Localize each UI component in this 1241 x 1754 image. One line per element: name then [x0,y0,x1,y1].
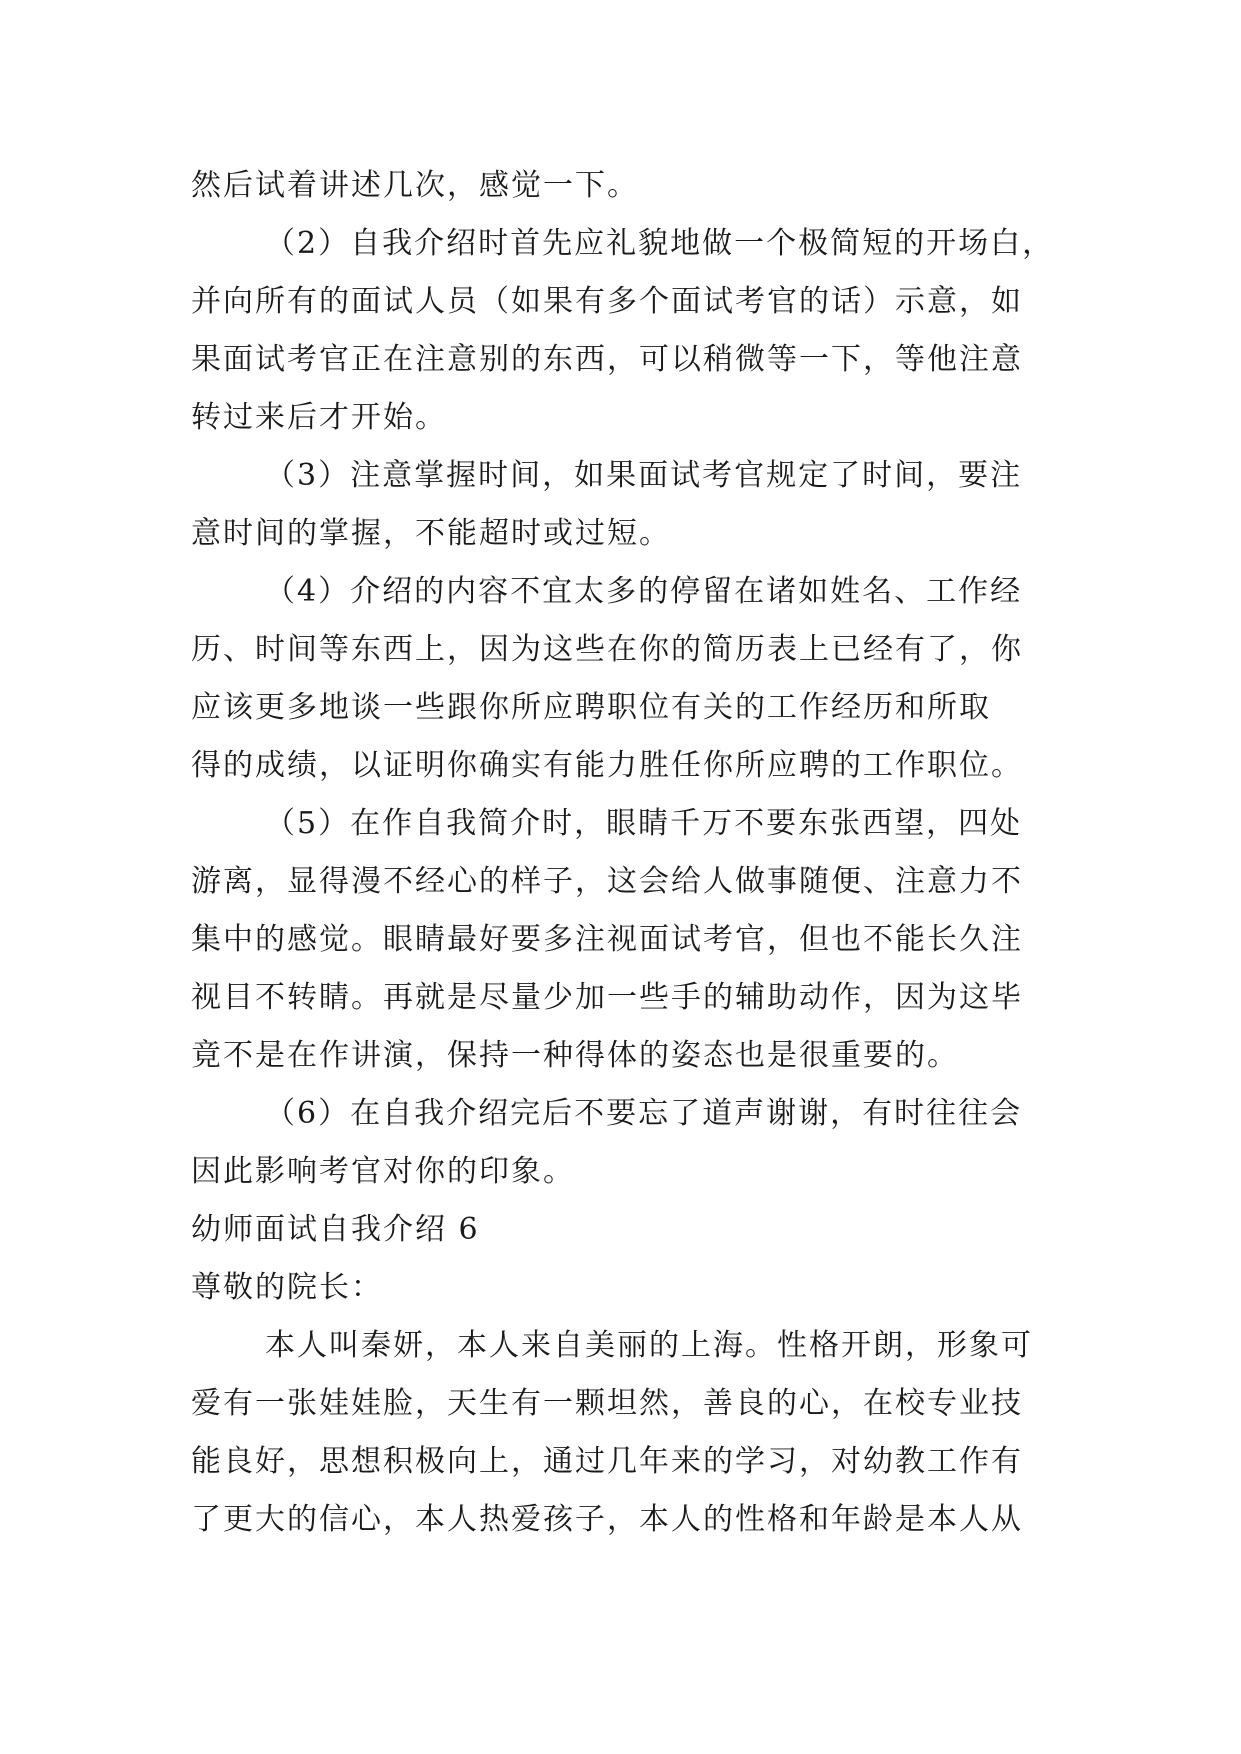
text-line: （2）自我介绍时首先应礼貌地做一个极简短的开场白， [265,226,1055,261]
text-line: 集中的感觉。眼睛最好要多注视面试考官，但也不能长久注 [191,922,1023,957]
text-line: 并向所有的面试人员（如果有多个面试考官的话）示意，如 [191,284,1023,319]
salutation: 尊敬的院长： [191,1270,383,1305]
text-line: 意时间的掌握，不能超时或过短。 [191,516,671,551]
text-line: （6）在自我介绍完后不要忘了道声谢谢，有时往往会 [265,1096,1023,1131]
text-line: 爱有一张娃娃脸，天生有一颗坦然，善良的心，在校专业技 [191,1386,1023,1421]
section-heading: 幼师面试自我介绍 6 [191,1212,480,1247]
text-line: （4）介绍的内容不宜太多的停留在诸如姓名、工作经 [265,574,1023,609]
text-line: （3）注意掌握时间，如果面试考官规定了时间，要注 [265,458,1023,493]
text-line: 游离，显得漫不经心的样子，这会给人做事随便、注意力不 [191,864,1023,899]
text-line: 历、时间等东西上，因为这些在你的简历表上已经有了，你 [191,632,1023,667]
text-line: 本人叫秦妍，本人来自美丽的上海。性格开朗，形象可 [265,1328,1033,1363]
text-line: 应该更多地谈一些跟你所应聘职位有关的工作经历和所取 [191,690,991,725]
text-line: 能良好，思想积极向上，通过几年来的学习，对幼教工作有 [191,1444,1023,1479]
text-line: 果面试考官正在注意别的东西，可以稍微等一下，等他注意 [191,342,1023,377]
text-line: 然后试着讲述几次，感觉一下。 [191,168,639,203]
text-line: 得的成绩，以证明你确实有能力胜任你所应聘的工作职位。 [191,748,1023,783]
text-line: 竟不是在作讲演，保持一种得体的姿态也是很重要的。 [191,1038,959,1073]
text-line: 了更大的信心，本人热爱孩子，本人的性格和年龄是本人从 [191,1502,1023,1537]
text-line: （5）在作自我简介时，眼睛千万不要东张西望，四处 [265,806,1023,841]
text-line: 视目不转睛。再就是尽量少加一些手的辅助动作，因为这毕 [191,980,1023,1015]
text-line: 因此影响考官对你的印象。 [191,1154,575,1189]
text-line: 转过来后才开始。 [191,400,447,435]
